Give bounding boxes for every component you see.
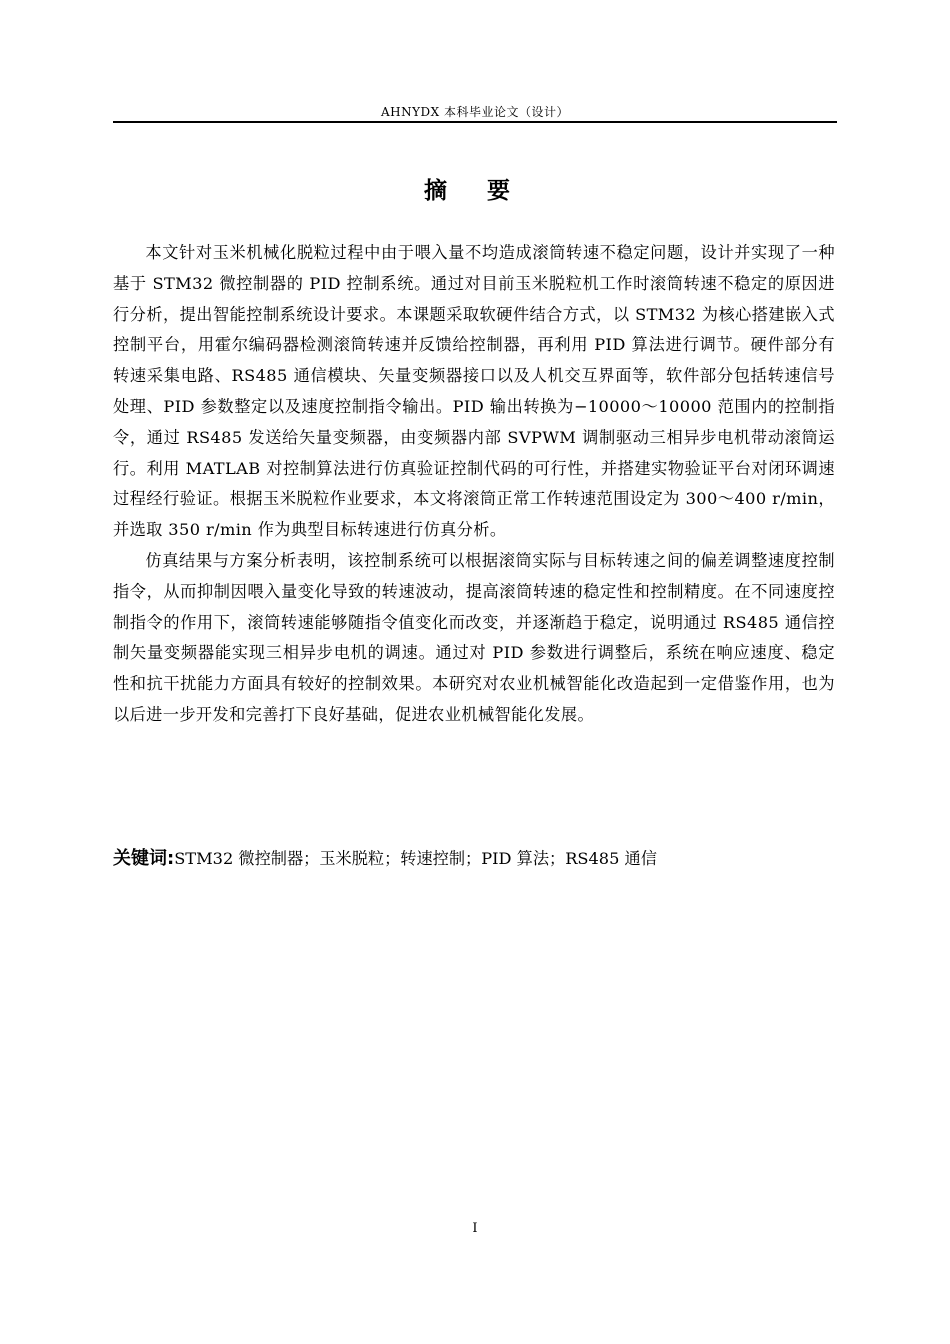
page-title: 摘 要	[423, 178, 526, 204]
keywords-list: STM32 微控制器；玉米脱粒；转速控制；PID 算法；RS485 通信	[174, 849, 657, 868]
abstract-body	[113, 238, 835, 731]
abstract-paragraph-1: 本文针对玉米机械化脱粒过程中由于喂入量不均造成滚筒转速不稳定问题，设计并实现了一种基于 STM32 微控制器的 PID 控制系统。通过对目前玉米脱粒机工作时滚筒转速不稳定的原因进行分析，提出智能控制系统设计要求。本课题采取软硬件结合方式，以 STM32 为核心搭建嵌入式控制平台，用霍尔编码器检测滚筒转速并反馈给控制器，再利用 PID 算法进行调节。硬件部分有转速采集电路、RS485 通信模块、矢量变频器接口以及人机交互界面等，软件部分包括转速信号处理、PID 参数整定以及速度控制指令输出。PID 输出转换为−10000～10000 范围内的控制指令，通过 RS485 发送给矢量变频器，由变频器内部 SVPWM 调制驱动三相异步电机带动滚筒运行。利用 MATLAB 对控制算法进行仿真验证控制代码的可行性，并搭建实物验证平台对闭环调速过程经行验证。根据玉米脱粒作业要求，本文将滚筒正常工作转速范围设定为 300～400 r/min，并选取 350 r/min 作为典型目标转速进行仿真分析。	[113, 243, 835, 540]
page-number: I	[472, 1221, 478, 1236]
header-rule	[113, 121, 837, 123]
running-header: AHNYDX 本科毕业论文（设计）	[380, 105, 570, 119]
abstract-paragraph-2: 仿真结果与方案分析表明，该控制系统可以根据滚筒实际与目标转速之间的偏差调整速度控制指令，从而抑制因喂入量变化导致的转速波动，提高滚筒转速的稳定性和控制精度。在不同速度控制指令的作用下，滚筒转速能够随指令值变化而改变，并逐渐趋于稳定，说明通过 RS485 通信控制矢量变频器能实现三相异步电机的调速。通过对 PID 参数进行调整后，系统在响应速度、稳定性和抗干扰能力方面具有较好的控制效果。本研究对农业机械智能化改造起到一定借鉴作用，也为以后进一步开发和完善打下良好基础，促进农业机械智能化发展。	[113, 550, 835, 724]
keywords-label: 关键词:	[113, 848, 175, 869]
keywords-line	[113, 844, 837, 874]
